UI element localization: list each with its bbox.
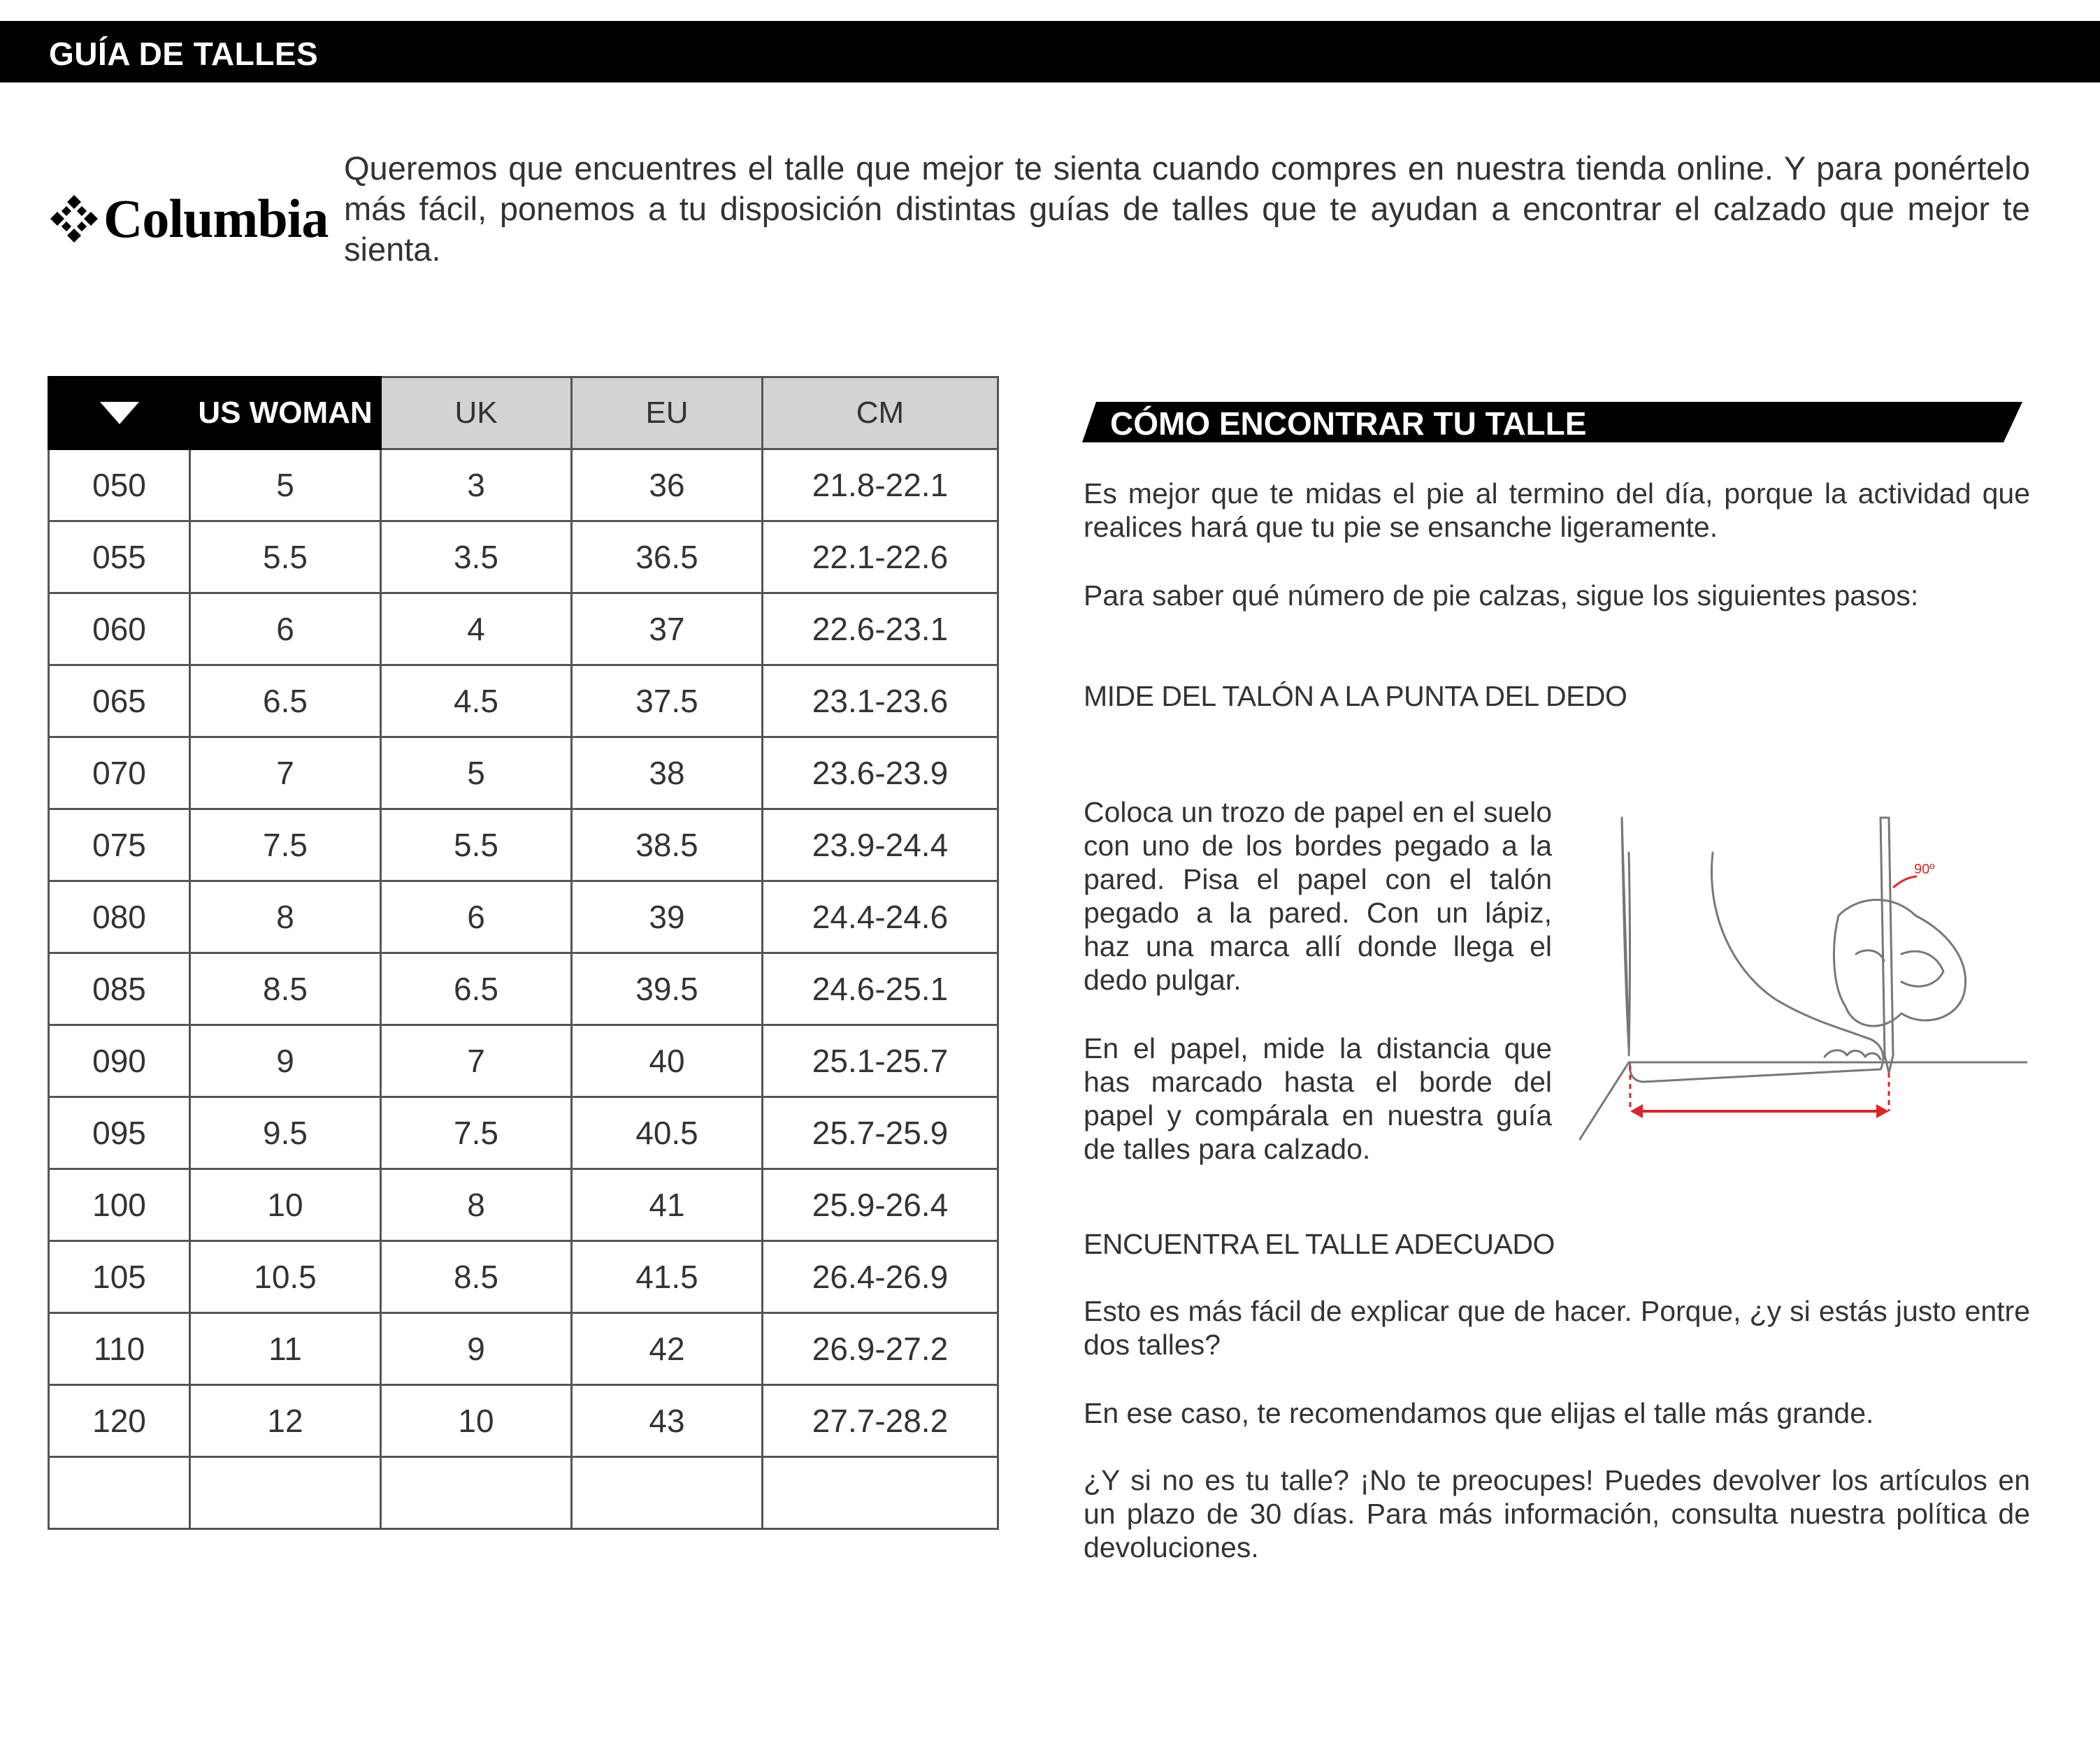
size-code-cell: 065 bbox=[49, 665, 190, 737]
table-row bbox=[49, 809, 998, 881]
size-cell: 8 bbox=[381, 1169, 572, 1241]
size-cell: 40 bbox=[572, 1025, 763, 1097]
size-cell: 39.5 bbox=[572, 953, 763, 1025]
size-cell: 23.9-24.4 bbox=[763, 809, 998, 881]
section-heading-find-size: ENCUENTRA EL TALLE ADECUADO bbox=[1084, 1228, 1555, 1260]
brand-logo bbox=[49, 187, 328, 250]
size-cell bbox=[572, 1457, 763, 1529]
measure-instructions: Coloca un trozo de papel en el suelo con uno de los bordes pegado a la pared. Pisa el papel con el talón pegado a la pared. Con un lápiz, haz una marca allí donde llega el dedo pulgar. bbox=[1084, 796, 1552, 996]
size-cell: 41.5 bbox=[572, 1241, 763, 1313]
size-cell: 24.4-24.6 bbox=[763, 881, 998, 953]
size-cell: 6 bbox=[381, 881, 572, 953]
size-cell: 42 bbox=[572, 1313, 763, 1385]
table-row bbox=[49, 593, 998, 665]
size-cell: 10 bbox=[381, 1385, 572, 1457]
size-cell: 7 bbox=[190, 737, 381, 809]
size-cell: 25.9-26.4 bbox=[763, 1169, 998, 1241]
size-code-cell: 110 bbox=[49, 1313, 190, 1385]
howto-banner bbox=[1082, 402, 2022, 442]
size-code-cell: 080 bbox=[49, 881, 190, 953]
table-row bbox=[49, 1457, 998, 1529]
table-row bbox=[49, 521, 998, 593]
size-cell: 24.6-25.1 bbox=[763, 953, 998, 1025]
size-cell: 4.5 bbox=[381, 665, 572, 737]
table-row bbox=[49, 1169, 998, 1241]
size-cell: 37.5 bbox=[572, 665, 763, 737]
header-bar bbox=[0, 21, 2100, 82]
measure-compare: En el papel, mide la distancia que has marcado hasta el borde del papel y compárala en nuestra guía de talles para calzado. bbox=[1084, 1032, 1552, 1165]
size-cell: 3 bbox=[381, 449, 572, 521]
table-row bbox=[49, 737, 998, 809]
size-cell: 9.5 bbox=[190, 1097, 381, 1169]
howto-title: CÓMO ENCONTRAR TU TALLE bbox=[1110, 405, 1587, 442]
size-cell: 6.5 bbox=[190, 665, 381, 737]
size-cell: 23.1-23.6 bbox=[763, 665, 998, 737]
size-cell: 25.7-25.9 bbox=[763, 1097, 998, 1169]
size-cell: 37 bbox=[572, 593, 763, 665]
size-cell: 10.5 bbox=[190, 1241, 381, 1313]
size-cell: 40.5 bbox=[572, 1097, 763, 1169]
size-cell: 38.5 bbox=[572, 809, 763, 881]
column-header-cm: CM bbox=[763, 377, 998, 449]
size-code-cell: 050 bbox=[49, 449, 190, 521]
size-code-cell: 070 bbox=[49, 737, 190, 809]
size-cell: 8.5 bbox=[190, 953, 381, 1025]
size-cell: 5 bbox=[190, 449, 381, 521]
column-header-uk: UK bbox=[381, 377, 572, 449]
size-code-cell: 060 bbox=[49, 593, 190, 665]
size-code-cell: 100 bbox=[49, 1169, 190, 1241]
table-row bbox=[49, 1097, 998, 1169]
size-code-cell: 085 bbox=[49, 953, 190, 1025]
columbia-diamond-logo-icon bbox=[49, 194, 99, 244]
size-cell: 5.5 bbox=[190, 521, 381, 593]
size-cell: 7.5 bbox=[381, 1097, 572, 1169]
size-code-cell: 105 bbox=[49, 1241, 190, 1313]
size-cell: 41 bbox=[572, 1169, 763, 1241]
table-row bbox=[49, 665, 998, 737]
size-cell bbox=[763, 1457, 998, 1529]
size-code-cell: 095 bbox=[49, 1097, 190, 1169]
foot-measure-illustration bbox=[1573, 804, 2027, 1153]
size-cell: 9 bbox=[190, 1025, 381, 1097]
size-cell: 26.9-27.2 bbox=[763, 1313, 998, 1385]
size-cell: 38 bbox=[572, 737, 763, 809]
howto-paragraph-1: Es mejor que te midas el pie al termino del día, porque la actividad que realices hará que tu pie se ensanche ligeramente. bbox=[1084, 477, 2030, 543]
page-title: GUÍA DE TALLES bbox=[49, 36, 319, 72]
size-cell: 5 bbox=[381, 737, 572, 809]
size-cell: 36 bbox=[572, 449, 763, 521]
size-cell: 9 bbox=[381, 1313, 572, 1385]
size-cell bbox=[381, 1457, 572, 1529]
size-cell: 8.5 bbox=[381, 1241, 572, 1313]
size-cell: 22.6-23.1 bbox=[763, 593, 998, 665]
size-cell: 39 bbox=[572, 881, 763, 953]
size-cell: 21.8-22.1 bbox=[763, 449, 998, 521]
size-code-cell bbox=[49, 1457, 190, 1529]
table-row bbox=[49, 449, 998, 521]
column-header-us-woman: US WOMAN bbox=[190, 377, 381, 449]
size-cell: 11 bbox=[190, 1313, 381, 1385]
size-cell: 26.4-26.9 bbox=[763, 1241, 998, 1313]
table-corner-cell bbox=[49, 377, 190, 449]
find-size-paragraph-2: En ese caso, te recomendamos que elijas el talle más grande. bbox=[1084, 1397, 1874, 1429]
howto-paragraph-2: Para saber qué número de pie calzas, sigue los siguientes pasos: bbox=[1084, 579, 1919, 612]
angle-label: 90º bbox=[1914, 862, 1935, 877]
find-size-paragraph-3: ¿Y si no es tu talle? ¡No te preocupes! Puedes devolver los artículos en un plazo de 30 días. Para más información, consulta nuestra política de devoluciones. bbox=[1084, 1464, 2030, 1563]
table-row bbox=[49, 1385, 998, 1457]
size-code-cell: 120 bbox=[49, 1385, 190, 1457]
table-row bbox=[49, 1025, 998, 1097]
size-cell: 22.1-22.6 bbox=[763, 521, 998, 593]
size-cell: 6.5 bbox=[381, 953, 572, 1025]
section-heading-measure: MIDE DEL TALÓN A LA PUNTA DEL DEDO bbox=[1084, 680, 1627, 712]
size-cell: 25.1-25.7 bbox=[763, 1025, 998, 1097]
size-table bbox=[48, 376, 999, 1530]
size-code-cell: 075 bbox=[49, 809, 190, 881]
table-row bbox=[49, 1313, 998, 1385]
find-size-paragraph-1: Esto es más fácil de explicar que de hacer. Porque, ¿y si estás justo entre dos talles? bbox=[1084, 1295, 2030, 1361]
table-row bbox=[49, 953, 998, 1025]
size-cell: 7.5 bbox=[190, 809, 381, 881]
table-row bbox=[49, 1241, 998, 1313]
size-cell bbox=[190, 1457, 381, 1529]
table-body bbox=[49, 449, 998, 1529]
size-cell: 27.7-28.2 bbox=[763, 1385, 998, 1457]
size-cell: 36.5 bbox=[572, 521, 763, 593]
size-cell: 4 bbox=[381, 593, 572, 665]
size-cell: 6 bbox=[190, 593, 381, 665]
size-cell: 23.6-23.9 bbox=[763, 737, 998, 809]
size-cell: 43 bbox=[572, 1385, 763, 1457]
size-cell: 10 bbox=[190, 1169, 381, 1241]
table-row bbox=[49, 881, 998, 953]
size-code-cell: 090 bbox=[49, 1025, 190, 1097]
size-code-cell: 055 bbox=[49, 521, 190, 593]
size-cell: 7 bbox=[381, 1025, 572, 1097]
column-header-eu: EU bbox=[572, 377, 763, 449]
size-cell: 3.5 bbox=[381, 521, 572, 593]
size-cell: 8 bbox=[190, 881, 381, 953]
brand-name: Columbia bbox=[103, 188, 329, 249]
triangle-down-icon bbox=[100, 402, 139, 424]
size-cell: 5.5 bbox=[381, 809, 572, 881]
intro-text: Queremos que encuentres el talle que mejor te sienta cuando compres en nuestra tienda online. Y para ponértelo más fácil, ponemos a tu disposición distintas guías de talles que te ayudan a encontrar el calzado que mejor te sienta. bbox=[344, 150, 2030, 268]
size-cell: 12 bbox=[190, 1385, 381, 1457]
table-header-row bbox=[49, 377, 998, 449]
